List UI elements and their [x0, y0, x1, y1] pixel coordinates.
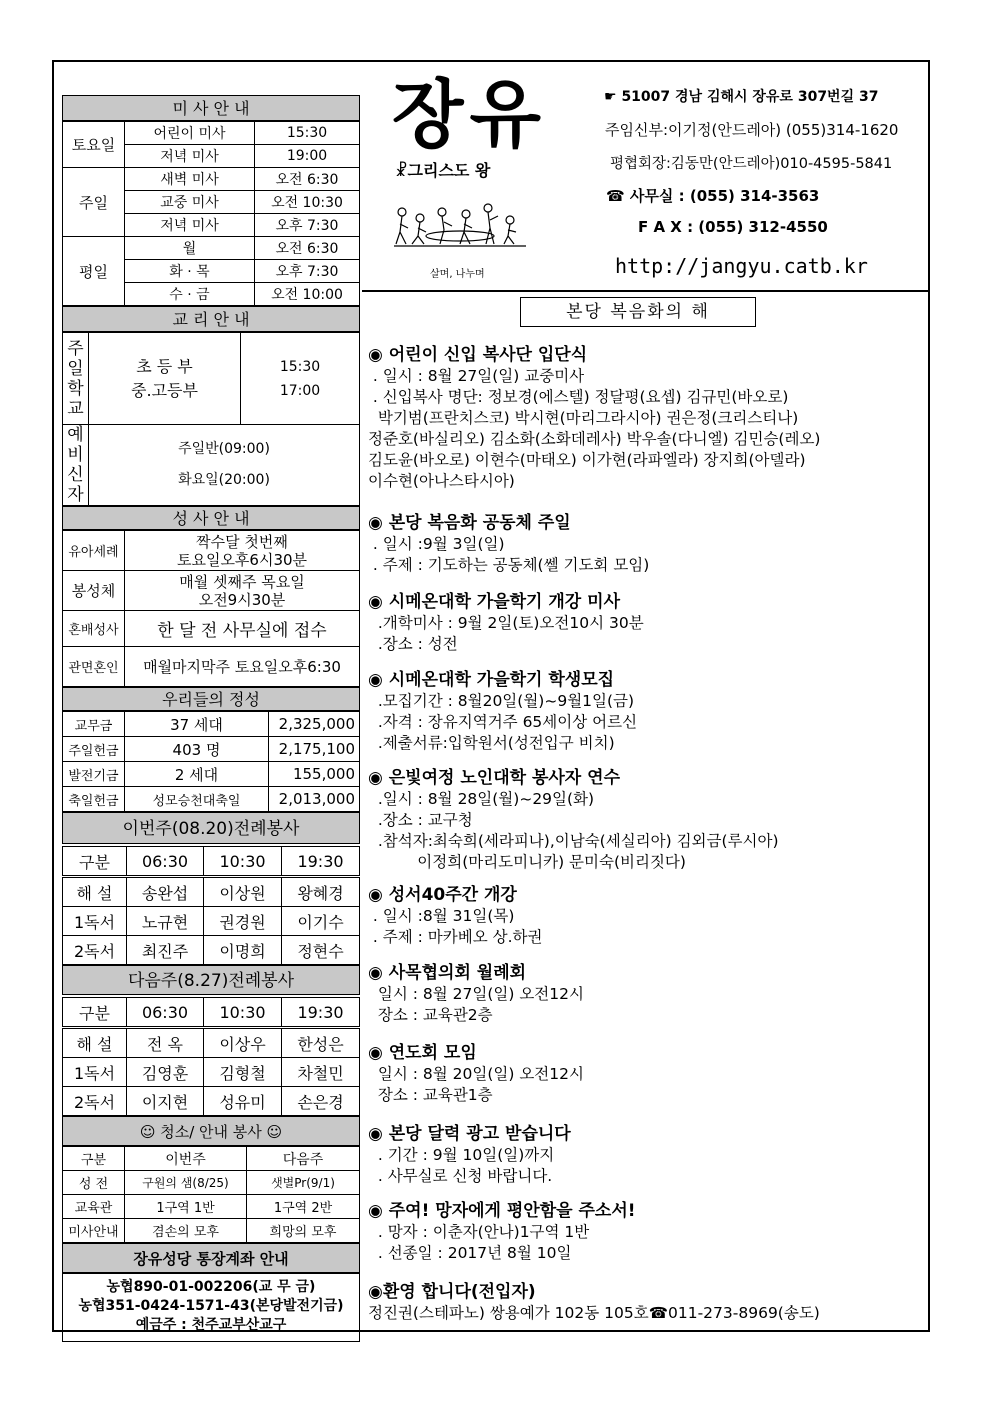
- duty-person: 정현수: [282, 936, 360, 965]
- office-phone: 사무실 : (055) 314-3563: [629, 187, 820, 205]
- duty-header: 10:30: [204, 998, 282, 1028]
- bank-line: 농협351-0424-1571-43(본당발전기금): [78, 1298, 344, 1314]
- duty-role: 2독서: [63, 1087, 127, 1116]
- duty-header: 06:30: [127, 998, 204, 1028]
- pointing-hand-icon: ☛: [604, 89, 617, 105]
- duty-person: 차철민: [282, 1058, 360, 1087]
- news-title: ◉ 사목협의회 월례회: [368, 963, 527, 983]
- news-line: . 선종일 : 2017년 8월 10일: [368, 1244, 572, 1262]
- duty-person: 김형철: [204, 1058, 282, 1087]
- cleaning-group: 겸손의 모후: [125, 1219, 247, 1243]
- duty-person: 이상원: [204, 877, 282, 907]
- news-item: [368, 1042, 923, 1106]
- duty-person: 손은경: [282, 1087, 360, 1116]
- duty-role: 해 설: [63, 1028, 127, 1058]
- this-week-table: [62, 846, 360, 965]
- header-divider: [362, 290, 930, 292]
- mass-table: [62, 121, 360, 306]
- mass-time: 오후 7:30: [255, 214, 360, 237]
- news-line: 이정희(마리도미니카) 문미숙(비리짓다): [368, 853, 686, 871]
- sunday-school-label: 주일학교: [63, 333, 89, 425]
- news-item: [368, 512, 923, 576]
- weekday-label: 평일: [63, 237, 125, 306]
- news-line: 일시 : 8월 20일(일) 오전12시: [368, 1065, 584, 1083]
- news-line: . 신입복사 명단: 정보경(에스텔) 정달평(요셉) 김규민(바오로): [368, 388, 789, 406]
- news-line: .모집기간 : 8월20일(월)~9월1일(금): [368, 692, 635, 710]
- duty-person: 이기수: [282, 907, 360, 936]
- news-line: .장소 : 교구청: [368, 811, 473, 829]
- news-line: . 일시 :8월 31일(목): [368, 907, 515, 925]
- news-line: 이수현(아나스타시아): [368, 472, 515, 490]
- news-item: [368, 767, 923, 873]
- news-line: 장소 : 교육관1층: [368, 1086, 493, 1104]
- offering-count: 성모승천대축일: [125, 787, 269, 812]
- duty-header: 06:30: [127, 847, 204, 877]
- duty-person: 이상우: [204, 1028, 282, 1058]
- news-line: . 망자 : 이춘자(안나)1구역 1반: [368, 1223, 590, 1241]
- news-line: 일시 : 8월 27일(일) 오전12시: [368, 985, 584, 1003]
- website-link[interactable]: http://jangyu.catb.kr: [615, 254, 868, 278]
- news-item: [368, 962, 923, 1026]
- news-line: . 사무실로 신청 바랍니다.: [368, 1167, 553, 1185]
- next-week-title: 다음주(8.27)전례봉사: [62, 965, 360, 995]
- news-title: ◉ 시메온대학 가을학기 개강 미사: [368, 592, 620, 612]
- news-item: [368, 344, 923, 492]
- cleaning-title: ☺ 청소/ 안내 봉사 ☺: [62, 1116, 360, 1146]
- saturday-label: 토요일: [63, 122, 125, 168]
- news-line: . 주제 : 기도하는 공동체(쎌 기도회 모임): [368, 556, 650, 574]
- mass-time: 오전 10:00: [255, 283, 360, 306]
- cleaning-table: [62, 1146, 360, 1243]
- sacrament-value: 짝수달 첫번째: [196, 532, 288, 551]
- news-line: 박기범(프란치스코) 박시현(마리그라시아) 권은정(크리스티나): [368, 409, 799, 427]
- mass-name: 화 · 목: [125, 260, 255, 283]
- mass-time: 오전 6:30: [255, 237, 360, 260]
- cleaning-area: 교육관: [63, 1195, 125, 1219]
- address-line: [604, 86, 878, 106]
- news-line: 김도윤(바오로) 이현수(마태오) 이가현(라파엘라) 장지희(아델라): [368, 451, 806, 469]
- catechism-title: 교 리 안 내: [62, 306, 360, 332]
- duty-person: 한성은: [282, 1028, 360, 1058]
- duty-person: 이지현: [127, 1087, 204, 1116]
- office-line: [606, 185, 819, 206]
- sacrament-value: 한 달 전 사무실에 접수: [125, 611, 360, 647]
- news-title: ◉ 성서40주간 개강: [368, 885, 517, 905]
- mass-name: 교중 미사: [125, 191, 255, 214]
- news-line: .장소 : 성전: [368, 635, 458, 653]
- duty-role: 1독서: [63, 907, 127, 936]
- fax-number: F A X : (055) 312-4550: [638, 218, 828, 236]
- news-line: .참석자:최숙희(세라피나),이남숙(세실리아) 김외금(루시아): [368, 832, 779, 850]
- catechumen-time: 주일반(09:00): [178, 441, 270, 457]
- duty-header: 구분: [63, 847, 127, 877]
- offering-label: 발전기금: [63, 762, 125, 787]
- council-info: 평협회장:김동만(안드레아)010-4595-5841: [610, 156, 893, 172]
- mass-name: 새벽 미사: [125, 168, 255, 191]
- cleaning-header: 다음주: [247, 1147, 360, 1171]
- offering-count: 37 세대: [125, 712, 269, 737]
- catechism-table: [62, 332, 360, 506]
- news-line: .자격 : 장유지역거주 65세이상 어르신: [368, 713, 638, 731]
- duty-person: 권경원: [204, 907, 282, 936]
- year-banner: 본당 복음화의 해: [520, 297, 756, 327]
- mass-time: 19:00: [255, 145, 360, 168]
- duty-person: 전 옥: [127, 1028, 204, 1058]
- catechumen-time: 화요일(20:00): [178, 472, 270, 488]
- sacrament-value: 매월마지막주 토요일오후6:30: [125, 647, 360, 687]
- cleaning-group: 샛별Pr(9/1): [247, 1171, 360, 1195]
- mass-title: 미 사 안 내: [62, 95, 360, 121]
- cleaning-header: 이번주: [125, 1147, 247, 1171]
- next-week-table: [62, 997, 360, 1116]
- news-item: [368, 669, 923, 754]
- duty-person: 김영훈: [127, 1058, 204, 1087]
- news-title: ◉ 은빛여정 노인대학 봉사자 연수: [368, 768, 620, 788]
- community-illustration: [390, 198, 530, 270]
- offering-table: [62, 711, 360, 812]
- sacrament-value: 토요일오후6시30분: [176, 550, 308, 569]
- address: 51007 경남 김해시 장유로 307번길 37: [621, 89, 879, 105]
- mass-time: 오전 6:30: [255, 168, 360, 191]
- group-time: 15:30: [279, 358, 321, 375]
- news-line: . 일시 : 8월 27일(일) 교중미사: [368, 367, 585, 385]
- news-line: 정진권(스테파노) 쌍용예가 102동 105호☎011-273-8969(송도): [368, 1304, 820, 1322]
- pastor-info: 주임신부:이기정(안드레아) (055)314-1620: [605, 121, 899, 139]
- sacrament-label: 봉성체: [63, 571, 125, 611]
- group-middle-high: 중.고등부: [131, 380, 198, 400]
- cleaning-area: 성 전: [63, 1171, 125, 1195]
- mass-name: 수 · 금: [125, 283, 255, 306]
- news-item: [368, 1281, 923, 1324]
- masthead-title: 장유: [392, 72, 547, 158]
- duty-header: 19:30: [282, 847, 360, 877]
- mass-name: 저녁 미사: [125, 145, 255, 168]
- offering-count: 403 명: [125, 737, 269, 762]
- this-week-title: 이번주(08.20)전례봉사: [62, 812, 360, 844]
- duty-person: 이명희: [204, 936, 282, 965]
- sacrament-value: 오전9시30분: [198, 590, 286, 609]
- news-line: 장소 : 교육관2층: [368, 1006, 493, 1024]
- cleaning-group: 구원의 샘(8/25): [125, 1171, 247, 1195]
- news-line: .제출서류:입학원서(성전입구 비치): [368, 734, 615, 752]
- duty-person: 송완섭: [127, 877, 204, 907]
- sunday-label: 주일: [63, 168, 125, 237]
- duty-person: 노규현: [127, 907, 204, 936]
- news-title: ◉ 본당 복음화 공동체 주일: [368, 513, 571, 533]
- bank-line: 예금주 : 천주교부산교구: [135, 1317, 287, 1333]
- offering-label: 교무금: [63, 712, 125, 737]
- cleaning-area: 미사안내: [63, 1219, 125, 1243]
- news-title: ◉ 어린이 신입 복사단 입단식: [368, 345, 588, 365]
- left-column: [62, 95, 360, 1342]
- duty-header: 10:30: [204, 847, 282, 877]
- news-item: [368, 884, 923, 948]
- duty-role: 2독서: [63, 936, 127, 965]
- sacrament-label: 혼배성사: [63, 611, 125, 647]
- duty-header: 19:30: [282, 998, 360, 1028]
- offering-label: 축일헌금: [63, 787, 125, 812]
- sacrament-value: 매월 셋째주 목요일: [179, 572, 305, 591]
- news-title: ◉환영 합니다(전입자): [368, 1282, 536, 1302]
- mass-name: 어린이 미사: [125, 122, 255, 145]
- mass-time: 15:30: [255, 122, 360, 145]
- news-line: . 주제 : 마카베오 상.하권: [368, 928, 543, 946]
- offering-amount: 2,175,100: [269, 737, 360, 762]
- sacrament-label: 유아세례: [63, 531, 125, 571]
- cleaning-group: 희망의 모후: [247, 1219, 360, 1243]
- mass-time: 오후 7:30: [255, 260, 360, 283]
- news-line: . 기간 : 9월 10일(일)까지: [368, 1146, 555, 1164]
- duty-role: 1독서: [63, 1058, 127, 1087]
- offering-count: 2 세대: [125, 762, 269, 787]
- news-line: . 일시 :9월 3일(일): [368, 535, 505, 553]
- masthead-subtitle: ☧그리스도 왕: [395, 161, 491, 180]
- cleaning-group: 1구역 1반: [125, 1195, 247, 1219]
- news-item: [368, 1200, 923, 1264]
- illustration-caption: 살며, 나누며: [430, 269, 485, 280]
- news-title: ◉ 시메온대학 가을학기 학생모집: [368, 670, 615, 690]
- duty-person: 왕혜경: [282, 877, 360, 907]
- sacraments-table: [62, 530, 360, 687]
- offering-amount: 155,000: [269, 762, 360, 787]
- duty-person: 최진주: [127, 936, 204, 965]
- mass-name: 월: [125, 237, 255, 260]
- duty-header: 구분: [63, 998, 127, 1028]
- bank-line: 농협890-01-002206(교 무 금): [106, 1279, 316, 1295]
- cleaning-group: 1구역 2반: [247, 1195, 360, 1219]
- news-title: ◉ 본당 달력 광고 받습니다: [368, 1124, 571, 1144]
- news-item: [368, 591, 923, 655]
- offering-title: 우리들의 정성: [62, 687, 360, 711]
- sacrament-label: 관면혼인: [63, 647, 125, 687]
- duty-person: 성유미: [204, 1087, 282, 1116]
- bank-info: [62, 1273, 360, 1342]
- sacraments-title: 성 사 안 내: [62, 506, 360, 530]
- news-title: ◉ 연도회 모임: [368, 1043, 477, 1063]
- mass-name: 저녁 미사: [125, 214, 255, 237]
- offering-label: 주일헌금: [63, 737, 125, 762]
- offering-amount: 2,325,000: [269, 712, 360, 737]
- group-time: 17:00: [279, 382, 321, 399]
- bank-title: 장유성당 통장계좌 안내: [62, 1243, 360, 1273]
- news-line: .개학미사 : 9월 2일(토)오전10시 30분: [368, 614, 644, 632]
- news-item: [368, 1123, 923, 1187]
- news-line: 정준호(바실리오) 김소화(소화데레사) 박우솔(다니엘) 김민승(레오): [368, 430, 821, 448]
- news-title: ◉ 주여! 망자에게 평안함을 주소서!: [368, 1201, 636, 1221]
- mass-time: 오전 10:30: [255, 191, 360, 214]
- news-line: .일시 : 8월 28일(월)~29일(화): [368, 790, 595, 808]
- duty-role: 해 설: [63, 877, 127, 907]
- phone-icon: ☎: [606, 187, 625, 205]
- cleaning-header: 구분: [63, 1147, 125, 1171]
- catechumen-label: 예비신자: [63, 425, 89, 506]
- group-elementary: 초 등 부: [136, 356, 193, 376]
- offering-amount: 2,013,000: [269, 787, 360, 812]
